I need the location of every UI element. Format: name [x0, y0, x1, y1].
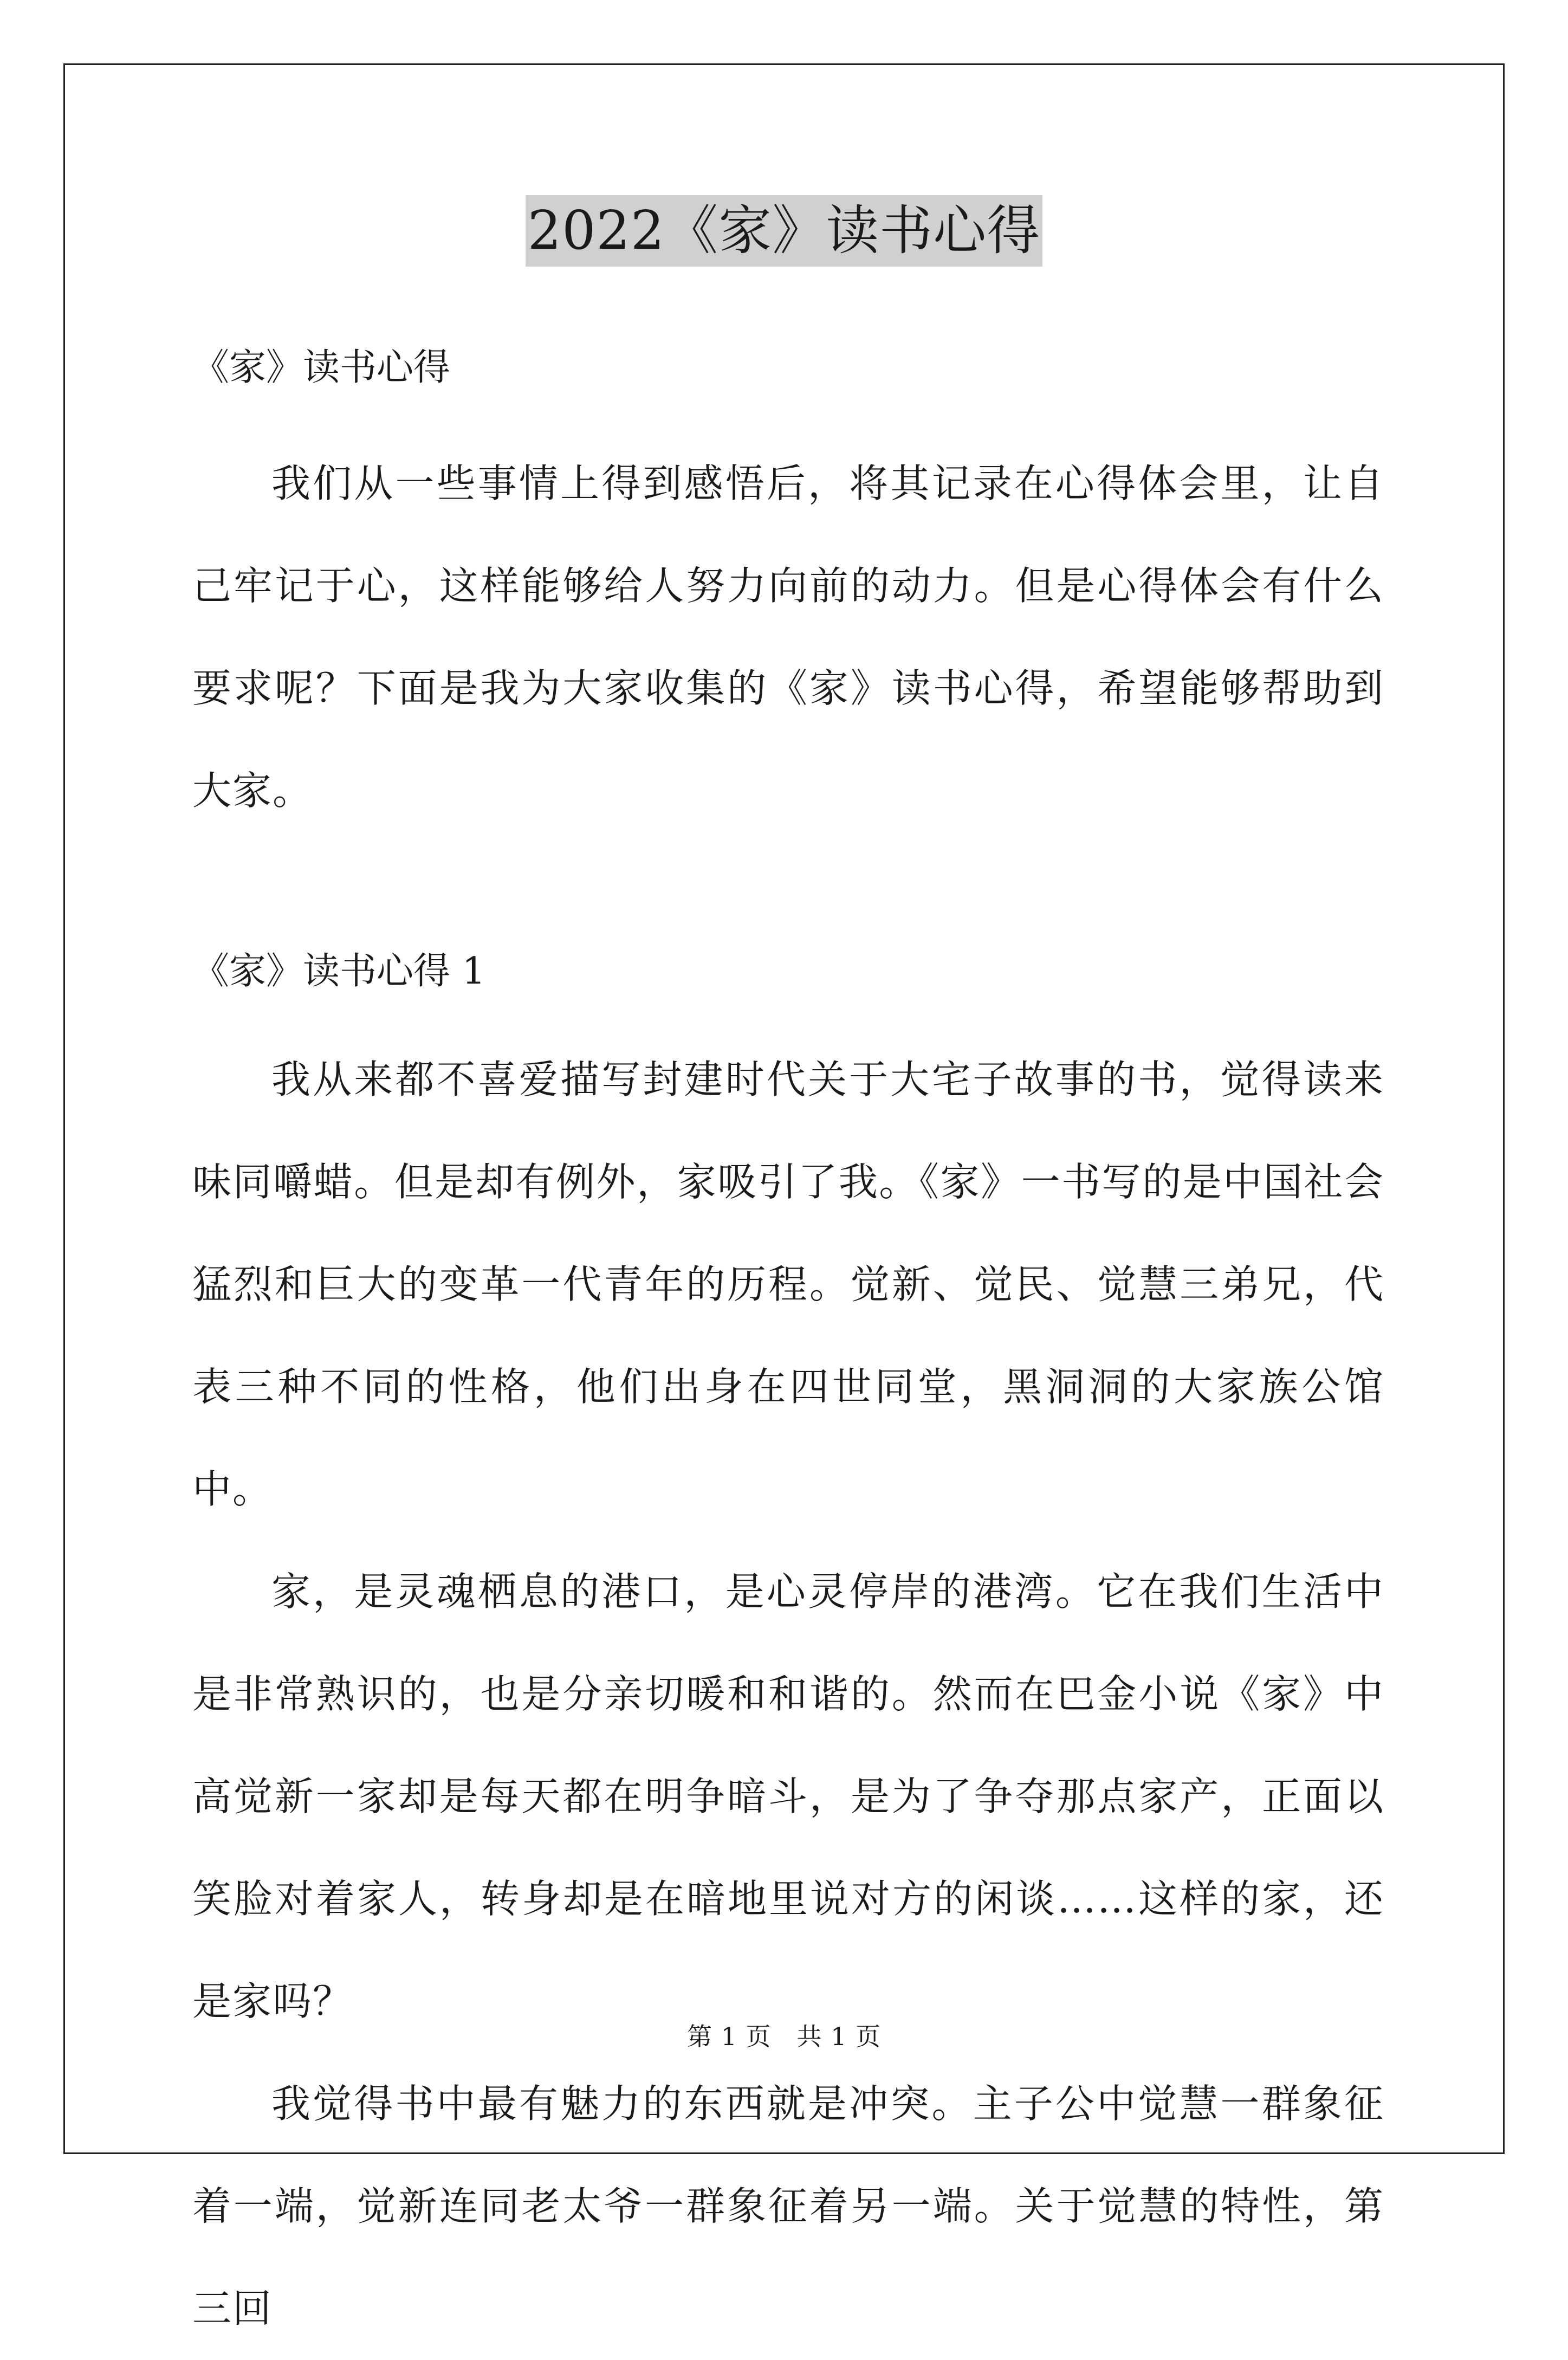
body-paragraph: 我觉得书中最有魅力的东西就是冲突。主子公中觉慧一群象征着一端，觉新连同老太爷一群象征着另一端。关于觉慧的特性，第三回: [192, 2081, 1384, 2331]
document-title-text: 2022《家》读书心得: [526, 195, 1042, 267]
intro-paragraph: 我们从一些事情上得到感悟后，将其记录在心得体会里，让自己牢记于心，这样能够给人努力向前的动力。但是心得体会有什么要求呢？下面是我为大家收集的《家》读书心得，希望能够帮助到大家。: [192, 461, 1384, 813]
page-footer: 第 1 页 共 1 页: [686, 2022, 882, 2051]
document-title: [0, 195, 1568, 267]
body-paragraph: 家，是灵魂栖息的港口，是心灵停岸的港湾。它在我们生活中是非常熟识的，也是分亲切暖和和谐的。然而在巴金小说《家》中高觉新一家却是每天都在明争暗斗，是为了争夺那点家产，正面以笑脸对着家人，转身却是在暗地里说对方的闲谈……这样的家，还是家吗？: [192, 1569, 1384, 2024]
document-body: [192, 336, 1384, 2360]
section-heading: 《家》读书心得 1: [192, 950, 485, 993]
main-heading: 《家》读书心得: [192, 346, 451, 389]
body-paragraph: 我从来都不喜爱描写封建时代关于大宅子故事的书，觉得读来味同嚼蜡。但是却有例外，家吸引了我。《家》一书写的是中国社会猛烈和巨大的变革一代青年的历程。觉新、觉民、觉慧三弟兄，代表三种不同的性格，他们出身在四世同堂，黑洞洞的大家族公馆中。: [192, 1057, 1384, 1512]
